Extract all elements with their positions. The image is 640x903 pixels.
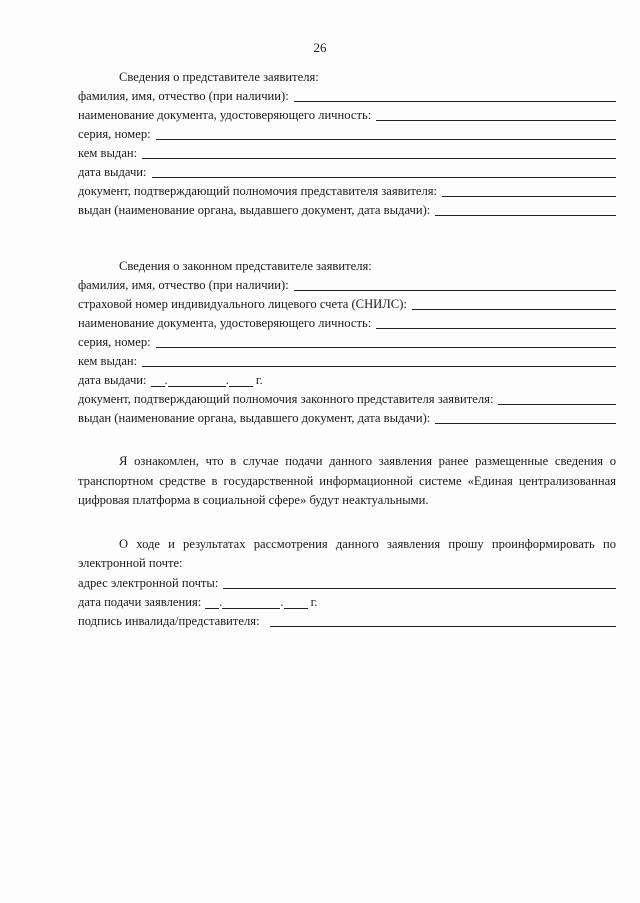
rep-issuer-field [78, 201, 616, 220]
legal-rep-id-document-input-line[interactable] [376, 328, 616, 329]
rep-id-document-label: наименование документа, удостоверяющего личность: [78, 108, 372, 122]
email-field [78, 574, 616, 593]
rep-issue-date-label: дата выдачи: [78, 165, 147, 179]
submit-date-field [78, 593, 616, 612]
rep-authority-document-field [78, 182, 616, 201]
submit-month-blank[interactable] [222, 596, 280, 609]
rep-full-name-field [78, 87, 616, 106]
legal-rep-snils-field [78, 295, 616, 314]
notification-text-line2: электронной почте: [78, 556, 183, 570]
legal-rep-full-name-label: фамилия, имя, отчество (при наличии): [78, 278, 289, 292]
submit-year-suffix: г. [310, 594, 318, 609]
legal-rep-id-document-field [78, 314, 616, 333]
legal-rep-issuer-label: выдан (наименование органа, выдавшего документ, дата выдачи): [78, 411, 431, 425]
rep-authority-document-input-line[interactable] [442, 196, 616, 197]
rep-issuer-label: выдан (наименование органа, выдавшего документ, дата выдачи): [78, 203, 431, 217]
legal-rep-issue-date-field [78, 371, 616, 390]
rep-issued-by-label: кем выдан: [78, 146, 138, 160]
legal-rep-issue-year-blank[interactable] [229, 374, 253, 387]
signature-label: подпись инвалида/представителя: [78, 613, 260, 628]
legal-rep-issued-by-field [78, 352, 616, 371]
page-number: 26 [313, 40, 327, 55]
legal-rep-section-title: Сведения о законном представителе заявителя: [119, 259, 372, 273]
rep-full-name-label: фамилия, имя, отчество (при наличии): [78, 89, 289, 103]
legal-rep-authority-document-input-line[interactable] [498, 404, 616, 405]
rep-series-number-label: серия, номер: [78, 127, 151, 141]
rep-series-number-input-line[interactable] [156, 139, 616, 140]
legal-rep-issue-day-blank[interactable] [151, 374, 165, 387]
representative-section-title: Сведения о представителе заявителя: [119, 70, 319, 84]
legal-rep-authority-document-field [78, 390, 616, 409]
form-content [78, 68, 616, 631]
rep-issuer-input-line[interactable] [435, 215, 616, 216]
rep-id-document-input-line[interactable] [376, 120, 616, 121]
rep-issue-date-field [78, 163, 616, 182]
rep-issued-by-input-line[interactable] [142, 158, 616, 159]
legal-rep-issue-day-separator: . [164, 373, 168, 387]
legal-rep-series-number-input-line[interactable] [156, 347, 616, 348]
legal-rep-issue-year-suffix: г. [255, 373, 263, 387]
legal-rep-issuer-field [78, 409, 616, 428]
rep-series-number-field [78, 125, 616, 144]
email-input-line[interactable] [223, 588, 616, 589]
signature-input-line[interactable] [270, 626, 616, 627]
legal-rep-snils-label: страховой номер индивидуального лицевого счета (СНИЛС): [78, 297, 407, 311]
legal-rep-series-number-label: серия, номер: [78, 335, 151, 349]
rep-id-document-field [78, 106, 616, 125]
acknowledgement-paragraph: Я ознакомлен, что в случае подачи данного заявления ранее размещенные сведения о транспортном средстве в государственной информационной системе «Единая централизованная цифровая платформа в социальной сфере» будут неактуальными. [78, 454, 616, 507]
submit-year-blank[interactable] [284, 596, 308, 609]
legal-rep-issue-month-blank[interactable] [168, 374, 226, 387]
rep-issue-date-input-line[interactable] [152, 177, 616, 178]
notification-text-line1: О ходе и результатах рассмотрения данного заявления прошу проинформировать по [119, 536, 616, 551]
rep-authority-document-label: документ, подтверждающий полномочия представителя заявителя: [78, 184, 438, 198]
legal-rep-id-document-label: наименование документа, удостоверяющего личность: [78, 316, 372, 330]
legal-rep-snils-input-line[interactable] [412, 309, 616, 310]
email-label: адрес электронной почты: [78, 575, 219, 590]
submit-day-separator: . [219, 594, 223, 609]
signature-field [78, 612, 616, 631]
legal-rep-issue-month-separator: . [225, 373, 229, 387]
legal-rep-full-name-field [78, 276, 616, 295]
submit-day-blank[interactable] [205, 596, 219, 609]
legal-rep-issuer-input-line[interactable] [435, 423, 616, 424]
legal-rep-issue-date-label: дата выдачи: [78, 373, 147, 387]
rep-issued-by-field [78, 144, 616, 163]
legal-rep-authority-document-label: документ, подтверждающий полномочия законного представителя заявителя: [78, 392, 494, 406]
submit-month-separator: . [280, 594, 284, 609]
legal-rep-full-name-input-line[interactable] [294, 290, 616, 291]
legal-rep-issued-by-input-line[interactable] [142, 366, 616, 367]
legal-rep-issued-by-label: кем выдан: [78, 354, 138, 368]
rep-full-name-input-line[interactable] [294, 101, 616, 102]
legal-rep-series-number-field [78, 333, 616, 352]
submit-date-label: дата подачи заявления: [78, 594, 202, 609]
